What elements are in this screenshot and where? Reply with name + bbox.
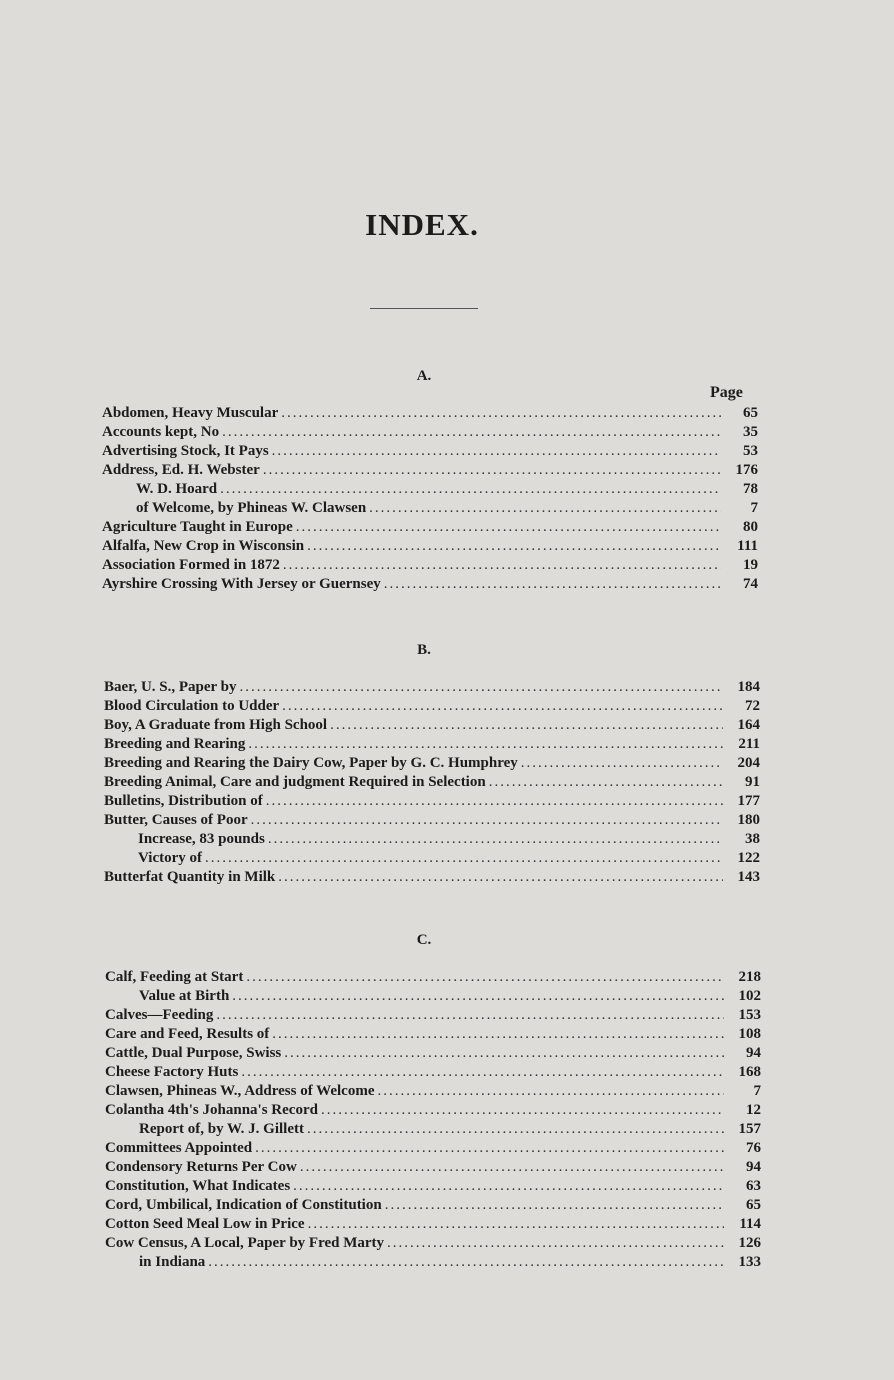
index-entry — [104, 678, 760, 697]
entry-label: Committees Appointed — [105, 1140, 253, 1156]
entry-label: Cheese Factory Huts — [105, 1064, 239, 1080]
entry-label: Agriculture Taught in Europe — [102, 519, 293, 535]
dot-leader — [321, 1101, 724, 1120]
entry-page-number: 63 — [746, 1178, 761, 1194]
dot-leader — [266, 792, 723, 811]
index-entry — [102, 575, 758, 594]
dot-leader — [255, 1139, 724, 1158]
entry-label: Cattle, Dual Purpose, Swiss — [105, 1045, 282, 1061]
entry-label: Breeding and Rearing the Dairy Cow, Paper by G. C. Humphrey — [104, 755, 518, 771]
section-letter-a: A. — [416, 368, 432, 384]
index-entry — [105, 1044, 761, 1063]
entry-label: Accounts kept, No — [102, 424, 220, 440]
dot-leader — [272, 442, 721, 461]
dot-leader — [283, 556, 721, 575]
entry-page-number: 211 — [738, 736, 760, 752]
dot-leader — [251, 811, 723, 830]
index-entry — [105, 987, 761, 1006]
entry-label: Report of, by W. J. Gillett — [139, 1121, 304, 1137]
entry-label: Care and Feed, Results of — [105, 1026, 270, 1042]
entry-label: Breeding Animal, Care and judgment Required in Selection — [104, 774, 486, 790]
section-letter-b: B. — [417, 642, 431, 658]
entry-label: Abdomen, Heavy Muscular — [102, 405, 279, 421]
dot-leader — [282, 697, 723, 716]
entry-page-number: 114 — [739, 1216, 761, 1232]
entry-page-number: 74 — [743, 576, 758, 592]
entry-page-number: 153 — [738, 1007, 761, 1023]
index-entry — [102, 518, 758, 537]
index-entry — [104, 773, 760, 792]
dot-leader — [248, 735, 723, 754]
dot-leader — [296, 518, 721, 537]
entry-label: in Indiana — [139, 1254, 206, 1270]
entry-label: of Welcome, by Phineas W. Clawsen — [136, 500, 367, 516]
entry-page-number: 7 — [753, 1083, 761, 1099]
entry-page-number: 126 — [738, 1235, 761, 1251]
dot-leader — [208, 1253, 724, 1272]
entry-label: Ayrshire Crossing With Jersey or Guernsey — [102, 576, 381, 592]
dot-leader — [205, 849, 723, 868]
section-a-entries — [102, 404, 758, 594]
index-entry — [105, 1101, 761, 1120]
entry-label: Cow Census, A Local, Paper by Fred Marty — [105, 1235, 385, 1251]
entry-page-number: 168 — [738, 1064, 761, 1080]
entry-page-number: 218 — [738, 969, 761, 985]
entry-page-number: 180 — [737, 812, 760, 828]
dot-leader — [377, 1082, 724, 1101]
entry-page-number: 12 — [746, 1102, 761, 1118]
entry-label: Address, Ed. H. Webster — [102, 462, 260, 478]
dot-leader — [293, 1177, 724, 1196]
entry-page-number: 108 — [738, 1026, 761, 1042]
index-entry — [102, 461, 758, 480]
dot-leader — [385, 1196, 724, 1215]
entry-label: W. D. Hoard — [136, 481, 218, 497]
index-entry — [104, 697, 760, 716]
dot-leader — [384, 575, 721, 594]
index-entry — [105, 1253, 761, 1272]
entry-label: Colantha 4th's Johanna's Record — [105, 1102, 318, 1118]
entry-label: Victory of — [138, 850, 202, 866]
entry-label: Value at Birth — [139, 988, 230, 1004]
dot-leader — [241, 1063, 724, 1082]
entry-label: Calves—Feeding — [105, 1007, 214, 1023]
dot-leader — [308, 1215, 724, 1234]
index-entry — [102, 499, 758, 518]
entry-page-number: 133 — [738, 1254, 761, 1270]
section-b-entries — [104, 678, 760, 887]
entry-label: Clawsen, Phineas W., Address of Welcome — [105, 1083, 375, 1099]
entry-page-number: 184 — [737, 679, 760, 695]
index-entry — [105, 1177, 761, 1196]
page-title: INDEX. — [365, 207, 479, 242]
entry-page-number: 65 — [746, 1197, 761, 1213]
index-entry — [104, 792, 760, 811]
entry-page-number: 7 — [750, 500, 758, 516]
entry-page-number: 164 — [737, 717, 760, 733]
entry-page-number: 53 — [743, 443, 758, 459]
index-entry — [102, 423, 758, 442]
dot-leader — [232, 987, 724, 1006]
index-entry — [104, 830, 760, 849]
dot-leader — [330, 716, 723, 735]
dot-leader — [521, 754, 723, 773]
entry-page-number: 38 — [745, 831, 760, 847]
index-entry — [105, 1063, 761, 1082]
dot-leader — [489, 773, 723, 792]
dot-leader — [272, 1025, 724, 1044]
entry-page-number: 72 — [745, 698, 760, 714]
entry-page-number: 176 — [735, 462, 758, 478]
dot-leader — [281, 404, 721, 423]
index-entry — [105, 1025, 761, 1044]
entry-label: Boy, A Graduate from High School — [104, 717, 328, 733]
index-entry — [105, 1215, 761, 1234]
entry-label: Advertising Stock, It Pays — [102, 443, 269, 459]
index-entry — [102, 537, 758, 556]
dot-leader — [300, 1158, 724, 1177]
index-entry — [105, 1082, 761, 1101]
entry-page-number: 102 — [738, 988, 761, 1004]
title-rule — [370, 308, 478, 309]
index-entry — [102, 556, 758, 575]
index-entry — [104, 716, 760, 735]
entry-page-number: 122 — [737, 850, 760, 866]
entry-page-number: 94 — [746, 1159, 761, 1175]
dot-leader — [246, 968, 724, 987]
index-entry — [104, 754, 760, 773]
dot-leader — [284, 1044, 724, 1063]
section-c-entries — [105, 968, 761, 1272]
index-entry — [102, 404, 758, 423]
index-entry — [105, 1196, 761, 1215]
entry-label: Constitution, What Indicates — [105, 1178, 291, 1194]
index-entry — [105, 968, 761, 987]
entry-label: Increase, 83 pounds — [138, 831, 265, 847]
entry-label: Alfalfa, New Crop in Wisconsin — [102, 538, 305, 554]
dot-leader — [263, 461, 721, 480]
index-entry — [105, 1234, 761, 1253]
index-entry — [104, 849, 760, 868]
index-entry — [105, 1120, 761, 1139]
entry-page-number: 204 — [737, 755, 760, 771]
entry-page-number: 94 — [746, 1045, 761, 1061]
index-entry — [102, 480, 758, 499]
dot-leader — [268, 830, 723, 849]
entry-label: Cord, Umbilical, Indication of Constitution — [105, 1197, 382, 1213]
entry-label: Butter, Causes of Poor — [104, 812, 248, 828]
dot-leader — [278, 868, 723, 887]
dot-leader — [307, 537, 721, 556]
index-entry — [104, 811, 760, 830]
entry-label: Association Formed in 1872 — [102, 557, 280, 573]
entry-page-number: 19 — [743, 557, 758, 573]
index-entry — [102, 442, 758, 461]
entry-page-number: 177 — [737, 793, 760, 809]
dot-leader — [369, 499, 721, 518]
dot-leader — [387, 1234, 724, 1253]
entry-page-number: 91 — [745, 774, 760, 790]
entry-label: Butterfat Quantity in Milk — [104, 869, 276, 885]
entry-label: Breeding and Rearing — [104, 736, 246, 752]
index-entry — [104, 735, 760, 754]
entry-label: Calf, Feeding at Start — [105, 969, 244, 985]
entry-page-number: 157 — [738, 1121, 761, 1137]
index-entry — [105, 1006, 761, 1025]
index-entry — [105, 1139, 761, 1158]
index-entry — [104, 868, 760, 887]
section-letter-c: C. — [416, 932, 432, 948]
dot-leader — [307, 1120, 724, 1139]
dot-leader — [220, 480, 721, 499]
dot-leader — [240, 678, 723, 697]
entry-page-number: 35 — [743, 424, 758, 440]
dot-leader — [216, 1006, 724, 1025]
page-column-header: Page — [710, 384, 743, 401]
entry-page-number: 76 — [746, 1140, 761, 1156]
entry-label: Bulletins, Distribution of — [104, 793, 263, 809]
dot-leader — [222, 423, 721, 442]
entry-page-number: 78 — [743, 481, 758, 497]
index-entry — [105, 1158, 761, 1177]
entry-label: Baer, U. S., Paper by — [104, 679, 237, 695]
entry-page-number: 143 — [737, 869, 760, 885]
entry-label: Condensory Returns Per Cow — [105, 1159, 297, 1175]
entry-page-number: 111 — [737, 538, 758, 554]
entry-page-number: 65 — [743, 405, 758, 421]
entry-label: Blood Circulation to Udder — [104, 698, 280, 714]
entry-label: Cotton Seed Meal Low in Price — [105, 1216, 305, 1232]
entry-page-number: 80 — [743, 519, 758, 535]
